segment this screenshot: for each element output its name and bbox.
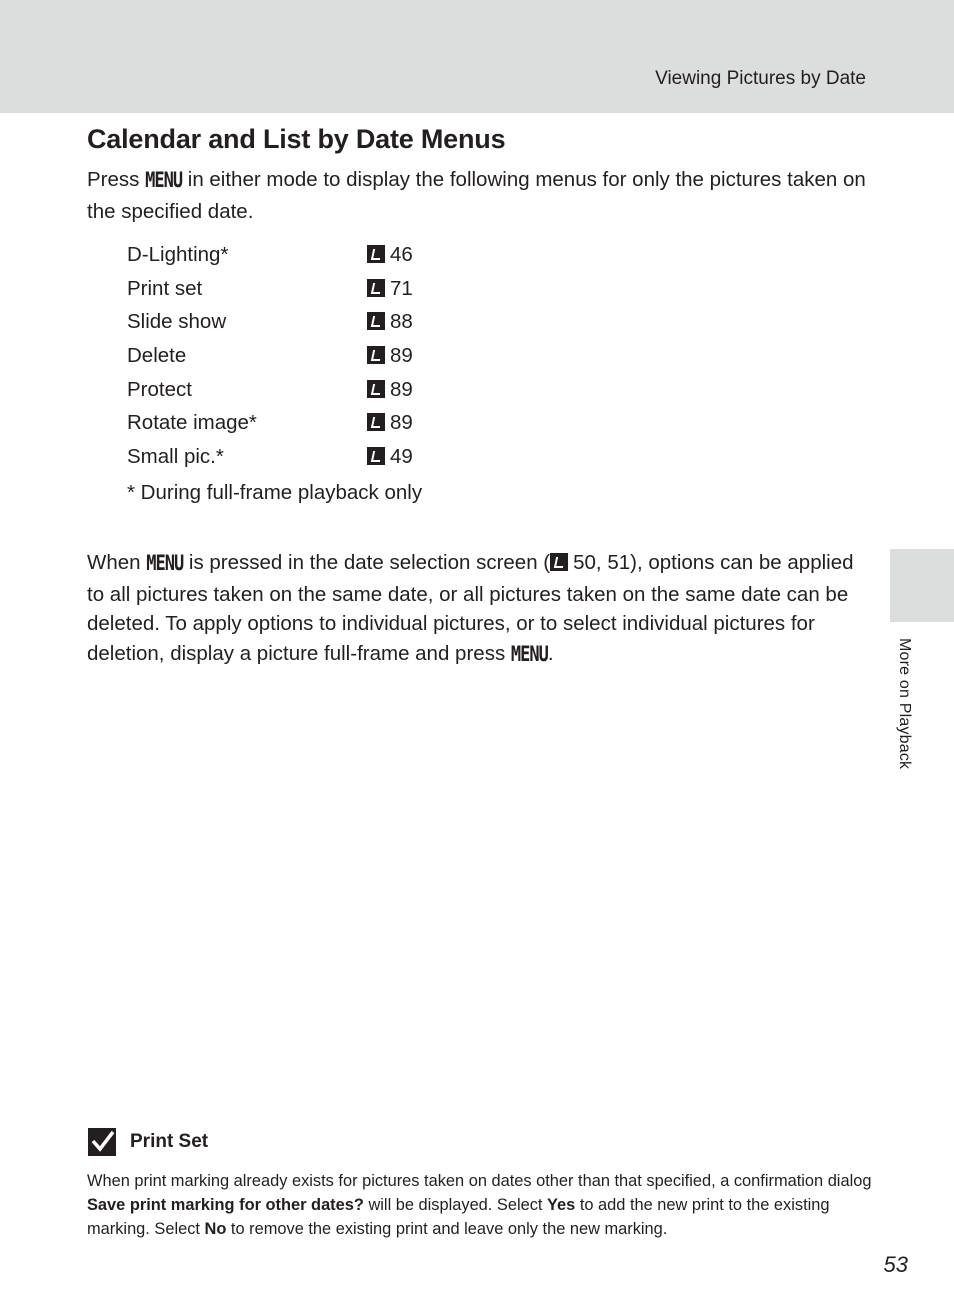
page-ref <box>367 445 413 469</box>
page-reference-icon <box>550 553 568 571</box>
note-title: Print Set <box>130 1131 209 1152</box>
page-reference-icon <box>367 447 385 465</box>
page-ref-number: 89 <box>390 411 413 435</box>
menu-item-label: Protect <box>127 377 192 401</box>
header-band <box>0 0 954 113</box>
page-ref <box>367 277 413 301</box>
page-ref <box>367 344 413 368</box>
page-ref-number: 50, 51 <box>573 551 631 574</box>
note-text: will be displayed. Select <box>363 1195 548 1214</box>
page-ref <box>367 411 413 435</box>
checkmark-note-icon <box>88 1128 116 1156</box>
note-body <box>87 1170 872 1241</box>
section-side-label: More on Playback <box>896 638 913 770</box>
page-number: 53 <box>883 1252 908 1277</box>
page-reference-icon <box>367 346 385 364</box>
section-side-tab <box>890 549 954 622</box>
page-ref <box>367 243 413 267</box>
note-text: to add the new print to the existing marking. Select <box>87 1195 830 1238</box>
menu-item-label: Small pic.* <box>127 445 224 469</box>
note-bold-text: Save print marking for other dates? <box>87 1195 364 1214</box>
menu-button-icon: MENU <box>145 168 183 194</box>
footnote: * During full-frame playback only <box>127 481 423 504</box>
menu-item-label: Rotate image* <box>127 411 257 435</box>
page-title: Calendar and List by Date Menus <box>87 124 506 154</box>
intro-text-start: Press <box>87 168 146 191</box>
intro-text-end: in either mode to display the following menus for only the pictures taken on the specified date. <box>87 168 866 223</box>
para-text: ), options can be applied to all pictures taken on the same date, or all pictures taken on the same date can be deleted. To apply options to individual pictures, or to select individual pictures for deletion, display a picture full-frame and press <box>87 551 854 665</box>
page-ref-number: 89 <box>390 344 413 368</box>
menu-item-label: D-Lighting* <box>127 243 229 266</box>
page-reference-icon <box>367 380 385 398</box>
note-text: to remove the existing print and leave only the new marking. <box>226 1219 668 1238</box>
menu-button-icon: MENU <box>146 551 184 577</box>
note-header <box>88 1128 208 1156</box>
page-ref-number: 46 <box>390 243 413 266</box>
intro-paragraph <box>87 165 872 226</box>
menu-button-icon: MENU <box>510 641 548 667</box>
menu-item-label: Slide show <box>127 310 227 334</box>
page-ref <box>367 310 413 334</box>
note-bold-text: Yes <box>547 1195 576 1214</box>
para-text: When <box>87 551 147 574</box>
menu-item-label: Print set <box>127 276 203 300</box>
page-ref-number: 89 <box>390 377 413 401</box>
note-bold-text: No <box>204 1219 227 1238</box>
page-ref-number: 88 <box>390 310 413 334</box>
menu-item-label: Delete <box>127 344 187 368</box>
page-reference-icon <box>367 413 385 431</box>
date-selection-paragraph <box>87 548 872 670</box>
page-reference-icon <box>367 245 385 263</box>
page-ref-number: 71 <box>390 276 413 300</box>
page-ref-number: 49 <box>390 445 413 469</box>
page-reference-icon <box>367 312 385 330</box>
running-head: Viewing Pictures by Date <box>655 68 866 89</box>
page-reference-icon <box>367 279 385 297</box>
page-ref <box>367 378 413 402</box>
note-text: When print marking already exists for pictures taken on dates other than that specified, a confirmation dialog <box>87 1172 872 1190</box>
para-text: is pressed in the date selection screen ( <box>183 551 551 574</box>
para-text: . <box>547 641 554 665</box>
